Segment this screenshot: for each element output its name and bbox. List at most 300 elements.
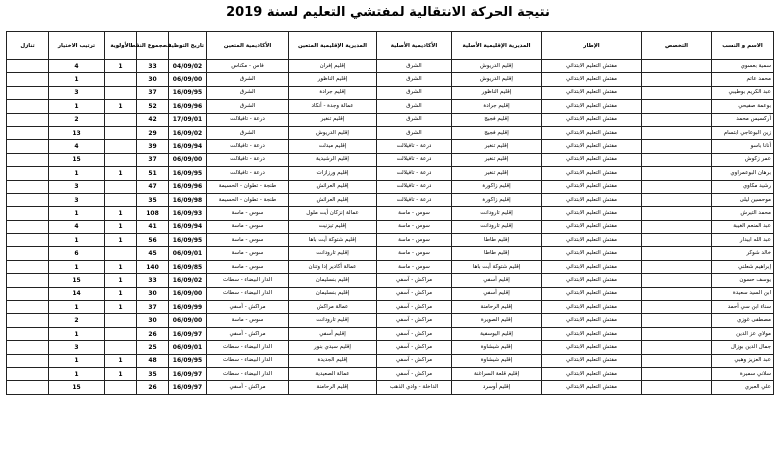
row-choice-rank: 1 xyxy=(49,100,105,113)
row-target-academy: سوس - ماسة xyxy=(207,314,289,327)
row-hire-date: 04/09/02 xyxy=(169,60,207,73)
row-choice-rank: 3 xyxy=(49,341,105,354)
row-target-academy: الدار البيضاء - سطات xyxy=(207,354,289,367)
column-header: الأكاديمية المتعين xyxy=(207,32,289,60)
row-points: 33 xyxy=(137,274,169,287)
row-target-academy: الشرق xyxy=(207,100,289,113)
row-target-directorate: إقليم تارودانت xyxy=(289,314,377,327)
row-specialty xyxy=(642,140,712,153)
row-priority xyxy=(105,86,137,99)
row-name: رشيد مكاوي xyxy=(712,180,774,193)
row-origin-academy: مراكش - آسفي xyxy=(377,301,452,314)
row-target-directorate: إقليم تنغير xyxy=(289,113,377,126)
row-name: مولاي عز الدين xyxy=(712,327,774,340)
row-choice-rank: 15 xyxy=(49,274,105,287)
row-waiver xyxy=(7,100,49,113)
row-target-academy: سوس - ماسة xyxy=(207,207,289,220)
row-name: خالد شوكر xyxy=(712,247,774,260)
row-target-academy: درعة - تافيلالت xyxy=(207,153,289,166)
row-name: أنانا باسو xyxy=(712,140,774,153)
row-priority xyxy=(105,314,137,327)
row-points: 30 xyxy=(137,314,169,327)
row-hire-date: 06/09/00 xyxy=(169,153,207,166)
table-row xyxy=(7,260,774,273)
row-choice-rank: 1 xyxy=(49,167,105,180)
row-specialty xyxy=(642,274,712,287)
row-origin-directorate: إقليم تنغير xyxy=(452,153,542,166)
row-origin-directorate: إقليم فجيج xyxy=(452,126,542,139)
row-waiver xyxy=(7,180,49,193)
row-specialty xyxy=(642,153,712,166)
row-waiver xyxy=(7,86,49,99)
row-waiver xyxy=(7,234,49,247)
row-origin-academy: سوس - ماسة xyxy=(377,260,452,273)
table-body xyxy=(7,60,774,395)
row-points: 37 xyxy=(137,153,169,166)
row-specialty xyxy=(642,260,712,273)
row-role: مفتش التعليم الابتدائي xyxy=(542,314,642,327)
row-role: مفتش التعليم الابتدائي xyxy=(542,260,642,273)
row-priority: 1 xyxy=(105,220,137,233)
row-origin-directorate: إقليم زاكورة xyxy=(452,180,542,193)
table-row xyxy=(7,100,774,113)
row-origin-directorate: إقليم آسفي xyxy=(452,287,542,300)
row-origin-academy: درعة - تافيلالت xyxy=(377,140,452,153)
row-origin-directorate: إقليم أوسرد xyxy=(452,381,542,394)
row-name: بوعمة صفيحي xyxy=(712,100,774,113)
table-row xyxy=(7,341,774,354)
column-header: الأولوية xyxy=(105,32,137,60)
row-name: محمد التيرش xyxy=(712,207,774,220)
row-name: علي العبري xyxy=(712,381,774,394)
row-waiver xyxy=(7,260,49,273)
row-role: مفتش التعليم الابتدائي xyxy=(542,301,642,314)
row-role: مفتش التعليم الابتدائي xyxy=(542,247,642,260)
table-row xyxy=(7,180,774,193)
column-header: ترتيب الاختيار xyxy=(49,32,105,60)
row-points: 42 xyxy=(137,113,169,126)
row-waiver xyxy=(7,220,49,233)
row-points: 56 xyxy=(137,234,169,247)
row-target-directorate: عمالة مراكش xyxy=(289,301,377,314)
row-role: مفتش التعليم الابتدائي xyxy=(542,274,642,287)
row-choice-rank: 1 xyxy=(49,354,105,367)
row-target-academy: سوس - ماسة xyxy=(207,234,289,247)
column-header: المديرية الإقليمية الأصلية xyxy=(452,32,542,60)
table-row xyxy=(7,153,774,166)
row-points: 37 xyxy=(137,301,169,314)
row-origin-academy: مراكش - آسفي xyxy=(377,341,452,354)
row-role: مفتش التعليم الابتدائي xyxy=(542,86,642,99)
row-priority: 1 xyxy=(105,100,137,113)
row-target-directorate: إقليم تيزنيت xyxy=(289,220,377,233)
row-origin-academy: مراكش - آسفي xyxy=(377,327,452,340)
row-role: مفتش التعليم الابتدائي xyxy=(542,167,642,180)
row-choice-rank: 4 xyxy=(49,220,105,233)
table-row xyxy=(7,314,774,327)
row-hire-date: 16/09/93 xyxy=(169,207,207,220)
row-target-academy: الشرق xyxy=(207,86,289,99)
row-hire-date: 16/09/95 xyxy=(169,354,207,367)
row-target-directorate: عمالة إنزكان أيت ملول xyxy=(289,207,377,220)
row-choice-rank: 2 xyxy=(49,314,105,327)
row-role: مفتش التعليم الابتدائي xyxy=(542,367,642,380)
row-origin-academy: الشرق xyxy=(377,100,452,113)
row-waiver xyxy=(7,167,49,180)
row-target-academy: الشرق xyxy=(207,126,289,139)
row-target-directorate: إقليم آسفي xyxy=(289,327,377,340)
row-choice-rank: 3 xyxy=(49,180,105,193)
row-origin-academy: الشرق xyxy=(377,60,452,73)
row-points: 140 xyxy=(137,260,169,273)
row-name: سلاني سميرة xyxy=(712,367,774,380)
row-hire-date: 16/09/00 xyxy=(169,287,207,300)
row-waiver xyxy=(7,60,49,73)
row-target-directorate: عمالة الصعيدية xyxy=(289,367,377,380)
row-origin-directorate: إقليم الناظور xyxy=(452,86,542,99)
row-target-academy: درعة - تافيلالت xyxy=(207,113,289,126)
row-target-directorate: إقليم سيدي بنور xyxy=(289,341,377,354)
row-origin-directorate: إقليم طاطا xyxy=(452,234,542,247)
row-points: 30 xyxy=(137,73,169,86)
row-target-directorate: إقليم بنسليمان xyxy=(289,274,377,287)
row-target-directorate: إقليم ورزازات xyxy=(289,167,377,180)
row-origin-academy: الداخلة - وادي الذهب xyxy=(377,381,452,394)
row-points: 45 xyxy=(137,247,169,260)
table-row xyxy=(7,247,774,260)
row-choice-rank: 15 xyxy=(49,153,105,166)
row-hire-date: 16/09/96 xyxy=(169,180,207,193)
row-role: مفتش التعليم الابتدائي xyxy=(542,381,642,394)
row-waiver xyxy=(7,140,49,153)
row-origin-directorate: إقليم تنغير xyxy=(452,167,542,180)
row-priority xyxy=(105,327,137,340)
row-role: مفتش التعليم الابتدائي xyxy=(542,193,642,206)
row-role: مفتش التعليم الابتدائي xyxy=(542,327,642,340)
row-specialty xyxy=(642,220,712,233)
row-target-academy: سوس - ماسة xyxy=(207,247,289,260)
row-priority xyxy=(105,381,137,394)
row-waiver xyxy=(7,113,49,126)
table-row xyxy=(7,60,774,73)
row-choice-rank: 3 xyxy=(49,86,105,99)
row-waiver xyxy=(7,193,49,206)
row-origin-academy: مراكش - آسفي xyxy=(377,287,452,300)
row-choice-rank: 13 xyxy=(49,126,105,139)
row-choice-rank: 1 xyxy=(49,327,105,340)
row-target-academy: درعة - تافيلالت xyxy=(207,167,289,180)
table-row xyxy=(7,354,774,367)
row-target-directorate: إقليم شتوكة آيت باها xyxy=(289,234,377,247)
table-row xyxy=(7,220,774,233)
row-points: 35 xyxy=(137,367,169,380)
row-priority xyxy=(105,247,137,260)
row-waiver xyxy=(7,367,49,380)
row-name: أركسيس محمد xyxy=(712,113,774,126)
row-hire-date: 16/09/95 xyxy=(169,86,207,99)
row-priority: 1 xyxy=(105,167,137,180)
row-points: 33 xyxy=(137,60,169,73)
row-hire-date: 16/09/95 xyxy=(169,167,207,180)
row-waiver xyxy=(7,247,49,260)
row-target-directorate: إقليم الجديدة xyxy=(289,354,377,367)
row-specialty xyxy=(642,100,712,113)
row-hire-date: 16/09/95 xyxy=(169,234,207,247)
row-name: عبد العزيز وهبي xyxy=(712,354,774,367)
row-waiver xyxy=(7,207,49,220)
table-row xyxy=(7,167,774,180)
row-origin-directorate: إقليم زاكورة xyxy=(452,193,542,206)
row-waiver xyxy=(7,314,49,327)
row-priority xyxy=(105,193,137,206)
row-origin-academy: الشرق xyxy=(377,113,452,126)
results-table xyxy=(6,31,774,395)
row-specialty xyxy=(642,113,712,126)
row-priority: 1 xyxy=(105,274,137,287)
row-priority: 1 xyxy=(105,260,137,273)
column-header: الاسم و النسب xyxy=(712,32,774,60)
row-hire-date: 16/09/96 xyxy=(169,100,207,113)
row-name: إبراهيم شعلني xyxy=(712,260,774,273)
row-origin-academy: مراكش - آسفي xyxy=(377,274,452,287)
row-hire-date: 06/09/01 xyxy=(169,247,207,260)
row-role: مفتش التعليم الابتدائي xyxy=(542,220,642,233)
row-choice-rank: 1 xyxy=(49,207,105,220)
row-hire-date: 16/09/97 xyxy=(169,367,207,380)
row-choice-rank: 6 xyxy=(49,247,105,260)
row-target-academy: سوس - ماسة xyxy=(207,220,289,233)
row-target-academy: الدار البيضاء - سطات xyxy=(207,367,289,380)
row-priority xyxy=(105,153,137,166)
row-target-directorate: إقليم بنسليمان xyxy=(289,287,377,300)
row-target-academy: مراكش - آسفي xyxy=(207,327,289,340)
row-role: مفتش التعليم الابتدائي xyxy=(542,153,642,166)
row-specialty xyxy=(642,234,712,247)
row-points: 26 xyxy=(137,381,169,394)
table-row xyxy=(7,287,774,300)
row-origin-directorate: إقليم فجيج xyxy=(452,113,542,126)
row-priority xyxy=(105,341,137,354)
column-header: المديرية الإقليمية المتعين xyxy=(289,32,377,60)
row-choice-rank: 1 xyxy=(49,234,105,247)
row-target-directorate: إقليم العرائش xyxy=(289,193,377,206)
row-points: 29 xyxy=(137,126,169,139)
row-target-academy: فاس - مكناس xyxy=(207,60,289,73)
table-row xyxy=(7,367,774,380)
row-origin-directorate: إقليم تارودانت xyxy=(452,207,542,220)
row-points: 39 xyxy=(137,140,169,153)
page-title: نتيجة الحركة الانتقالية لمفتشي التعليم لسنة 2019 xyxy=(226,5,550,20)
row-hire-date: 06/09/01 xyxy=(169,341,207,354)
row-choice-rank: 15 xyxy=(49,381,105,394)
row-points: 35 xyxy=(137,193,169,206)
row-origin-academy: مراكش - آسفي xyxy=(377,314,452,327)
row-origin-academy: سوس - ماسة xyxy=(377,207,452,220)
row-specialty xyxy=(642,167,712,180)
row-target-academy: الدار البيضاء - سطات xyxy=(207,287,289,300)
row-hire-date: 16/09/85 xyxy=(169,260,207,273)
row-specialty xyxy=(642,73,712,86)
row-origin-academy: درعة - تافيلالت xyxy=(377,193,452,206)
row-choice-rank: 4 xyxy=(49,140,105,153)
row-origin-academy: الشرق xyxy=(377,86,452,99)
row-waiver xyxy=(7,274,49,287)
row-origin-academy: مراكش - آسفي xyxy=(377,367,452,380)
row-origin-academy: درعة - تافيلالت xyxy=(377,153,452,166)
row-role: مفتش التعليم الابتدائي xyxy=(542,73,642,86)
row-hire-date: 16/09/02 xyxy=(169,274,207,287)
row-priority: 1 xyxy=(105,354,137,367)
row-origin-directorate: إقليم تارودانت xyxy=(452,220,542,233)
row-name: زين البوعاجي ابتسام xyxy=(712,126,774,139)
row-priority: 1 xyxy=(105,207,137,220)
row-target-academy: الدار البيضاء - سطات xyxy=(207,274,289,287)
row-role: مفتش التعليم الابتدائي xyxy=(542,207,642,220)
row-name: عبد الكريم بوطيبي xyxy=(712,86,774,99)
row-specialty xyxy=(642,314,712,327)
row-target-academy: سوس - ماسة xyxy=(207,260,289,273)
row-origin-directorate: إقليم الصويرة xyxy=(452,314,542,327)
row-specialty xyxy=(642,327,712,340)
row-choice-rank: 1 xyxy=(49,260,105,273)
table-row xyxy=(7,274,774,287)
row-points: 37 xyxy=(137,86,169,99)
row-priority: 1 xyxy=(105,234,137,247)
row-origin-directorate: إقليم آسفي xyxy=(452,274,542,287)
table-row xyxy=(7,126,774,139)
row-role: مفتش التعليم الابتدائي xyxy=(542,100,642,113)
row-target-academy: طنجة - تطوان - الحسيمة xyxy=(207,180,289,193)
row-target-academy: مراكش - آسفي xyxy=(207,301,289,314)
row-target-directorate: إقليم الدريوش xyxy=(289,126,377,139)
column-header: الأكاديمية الأصلية xyxy=(377,32,452,60)
row-origin-directorate: إقليم الرحامنة xyxy=(452,301,542,314)
row-specialty xyxy=(642,86,712,99)
row-choice-rank: 3 xyxy=(49,193,105,206)
row-points: 52 xyxy=(137,100,169,113)
row-origin-directorate: إقليم جرادة xyxy=(452,100,542,113)
row-origin-directorate: إقليم شيشاوة xyxy=(452,354,542,367)
row-choice-rank: 1 xyxy=(49,301,105,314)
column-header: التخصص xyxy=(642,32,712,60)
row-specialty xyxy=(642,301,712,314)
row-points: 25 xyxy=(137,341,169,354)
row-name: عمر زكوش xyxy=(712,153,774,166)
row-specialty xyxy=(642,354,712,367)
row-origin-academy: سوس - ماسة xyxy=(377,220,452,233)
row-name: جمال الدين بوزال xyxy=(712,341,774,354)
row-origin-directorate: إقليم شتوكة آيت باها xyxy=(452,260,542,273)
row-origin-directorate: إقليم قلعة السراغنة xyxy=(452,367,542,380)
row-priority: 1 xyxy=(105,301,137,314)
row-role: مفتش التعليم الابتدائي xyxy=(542,113,642,126)
row-hire-date: 16/09/98 xyxy=(169,193,207,206)
row-specialty xyxy=(642,247,712,260)
row-origin-academy: سوس - ماسة xyxy=(377,247,452,260)
row-target-directorate: إقليم جرادة xyxy=(289,86,377,99)
row-priority xyxy=(105,73,137,86)
row-origin-academy: درعة - تافيلالت xyxy=(377,180,452,193)
row-target-academy: درعة - تافيلالت xyxy=(207,140,289,153)
row-choice-rank: 1 xyxy=(49,367,105,380)
row-waiver xyxy=(7,327,49,340)
row-origin-academy: الشرق xyxy=(377,73,452,86)
row-choice-rank: 14 xyxy=(49,287,105,300)
row-name: محمد عاتم xyxy=(712,73,774,86)
row-target-directorate: إقليم تارودانت xyxy=(289,247,377,260)
row-priority: 1 xyxy=(105,367,137,380)
row-role: مفتش التعليم الابتدائي xyxy=(542,341,642,354)
table-row xyxy=(7,86,774,99)
row-specialty xyxy=(642,180,712,193)
table-row xyxy=(7,73,774,86)
table-row xyxy=(7,234,774,247)
row-role: مفتش التعليم الابتدائي xyxy=(542,180,642,193)
table-row xyxy=(7,113,774,126)
row-origin-directorate: إقليم تنغير xyxy=(452,140,542,153)
row-name: ابن السيد سعيدة xyxy=(712,287,774,300)
row-target-directorate: إقليم الناظور xyxy=(289,73,377,86)
row-priority xyxy=(105,180,137,193)
row-points: 30 xyxy=(137,287,169,300)
column-header: الإطار xyxy=(542,32,642,60)
table-row xyxy=(7,193,774,206)
row-origin-directorate: إقليم طاطا xyxy=(452,247,542,260)
row-waiver xyxy=(7,126,49,139)
row-priority xyxy=(105,140,137,153)
row-specialty xyxy=(642,193,712,206)
row-name: يوسف حسون xyxy=(712,274,774,287)
row-points: 26 xyxy=(137,327,169,340)
row-points: 48 xyxy=(137,354,169,367)
row-specialty xyxy=(642,381,712,394)
row-hire-date: 16/09/99 xyxy=(169,301,207,314)
row-choice-rank: 1 xyxy=(49,73,105,86)
row-target-academy: طنجة - تطوان - الحسيمة xyxy=(207,193,289,206)
row-target-directorate: إقليم ميدلت xyxy=(289,140,377,153)
row-name: عبد الله ابيدار xyxy=(712,234,774,247)
row-origin-academy: مراكش - آسفي xyxy=(377,354,452,367)
row-name: سمية بعسوي xyxy=(712,60,774,73)
row-hire-date: 17/09/01 xyxy=(169,113,207,126)
row-choice-rank: 2 xyxy=(49,113,105,126)
row-name: عبد المنعم الغيبة xyxy=(712,220,774,233)
row-name: برهان البوعمراوي xyxy=(712,167,774,180)
row-waiver xyxy=(7,341,49,354)
row-origin-directorate: إقليم الدريوش xyxy=(452,73,542,86)
row-target-directorate: إقليم العرائش xyxy=(289,180,377,193)
row-hire-date: 06/09/00 xyxy=(169,314,207,327)
row-origin-academy: سوس - ماسة xyxy=(377,234,452,247)
row-target-directorate: إقليم الرحامنة xyxy=(289,381,377,394)
row-hire-date: 16/09/02 xyxy=(169,126,207,139)
row-role: مفتش التعليم الابتدائي xyxy=(542,287,642,300)
row-role: مفتش التعليم الابتدائي xyxy=(542,354,642,367)
row-target-directorate: إقليم الرشيدية xyxy=(289,153,377,166)
row-points: 108 xyxy=(137,207,169,220)
table-row xyxy=(7,327,774,340)
row-choice-rank: 4 xyxy=(49,60,105,73)
row-priority: 1 xyxy=(105,287,137,300)
row-name: سناء ابن سي أحمد xyxy=(712,301,774,314)
row-specialty xyxy=(642,341,712,354)
row-waiver xyxy=(7,287,49,300)
row-origin-directorate: إقليم شيشاوة xyxy=(452,341,542,354)
row-waiver xyxy=(7,153,49,166)
row-specialty xyxy=(642,207,712,220)
row-priority xyxy=(105,113,137,126)
row-hire-date: 16/09/97 xyxy=(169,381,207,394)
